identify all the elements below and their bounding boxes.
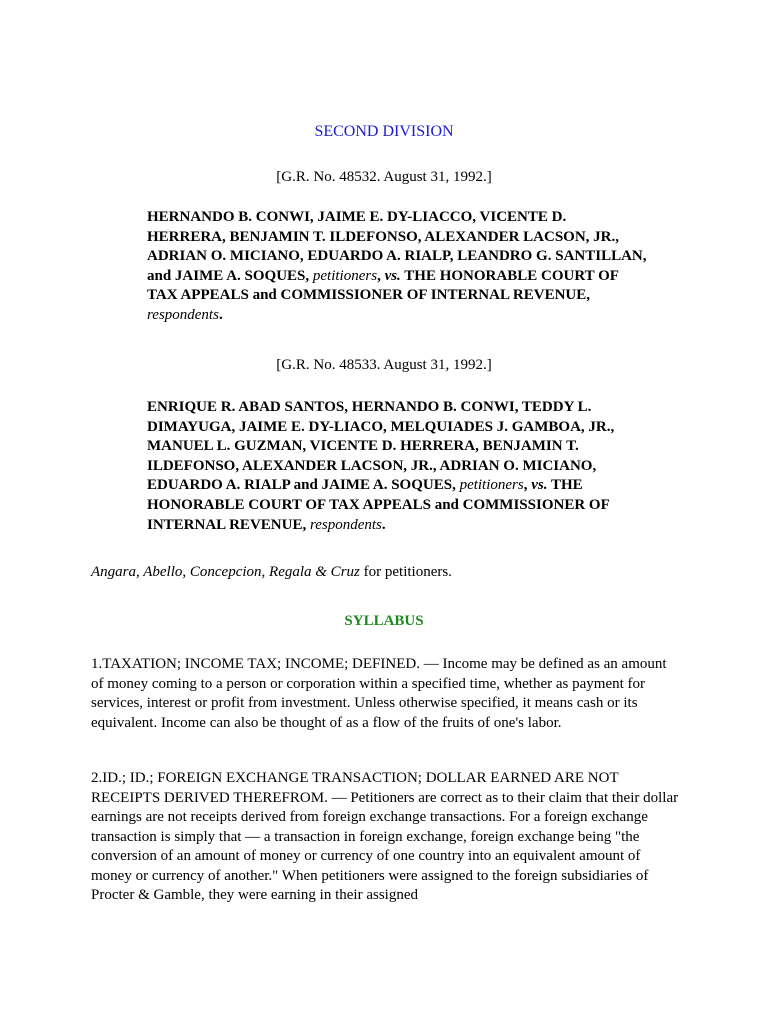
division-heading: SECOND DIVISION xyxy=(314,123,454,140)
case-2-petitioners: ENRIQUE R. ABAD SANTOS, HERNANDO B. CONWI, TEDDY L. DIMAYUGA, JAIME E. DY-LIACO, MELQUIADES J. GAMBOA, JR., MANUEL L. GUZMAN, VICENTE D. HERRERA, BENJAMIN T. ILDEFONSO, ALEXANDER LACSON, JR., ADRIAN O. MICIANO, EDUARDO A. RIALP and JAIME A. SOQUES xyxy=(147,399,615,494)
case-2-respondents-label: respondents xyxy=(309,516,382,533)
case-1-parties: HERNANDO B. CONWI, JAIME E. DY-LIACCO, VICENTE D. HERRERA, BENJAMIN T. ILDEFONSO, ALEXANDER LACSON, JR., ADRIAN O. MICIANO, EDUARDO A. RIALP, LEANDRO G. SANTILLAN, and JAIME A. SOQUES, petitioners, vs. THE HONORABLE COURT OF TAX APPEALS and COMMISSIONER OF INTERNAL REVENUE, respondents. xyxy=(147,209,647,323)
case-2-gr-number: [G.R. No. 48533. August 31, 1992.] xyxy=(276,357,492,373)
case-2-respondents: THE HONORABLE COURT OF TAX APPEALS and COMMISSIONER OF INTERNAL REVENUE xyxy=(147,477,610,533)
case-1-vs: vs. xyxy=(384,267,401,284)
case-1-petitioners: HERNANDO B. CONWI, JAIME E. DY-LIACCO, VICENTE D. HERRERA, BENJAMIN T. ILDEFONSO, ALEXANDER LACSON, JR., ADRIAN O. MICIANO, EDUARDO A. RIALP, LEANDRO G. SANTILLAN, and JAIME A. SOQUES xyxy=(147,209,647,284)
syllabus-item-1: 1.TAXATION; INCOME TAX; INCOME; DEFINED. — Income may be defined as an amount of money coming to a person or corporation within a specified time, whether as payment for services, interest or profit from investment. Unless otherwise specified, it means cash or its equivalent. Income can also be thought of as a flow of the fruits of one's labor. xyxy=(91,656,667,731)
case-1-respondents: THE HONORABLE COURT OF TAX APPEALS and COMMISSIONER OF INTERNAL REVENUE xyxy=(147,267,619,304)
syllabus-heading: SYLLABUS xyxy=(344,613,424,629)
counsel-firm: Angara, Abello, Concepcion, Regala & Cruz xyxy=(91,564,360,580)
case-1-respondents-label: respondents xyxy=(147,306,219,323)
case-2-parties: ENRIQUE R. ABAD SANTOS, HERNANDO B. CONWI, TEDDY L. DIMAYUGA, JAIME E. DY-LIACO, MELQUIADES J. GAMBOA, JR., MANUEL L. GUZMAN, VICENTE D. HERRERA, BENJAMIN T. ILDEFONSO, ALEXANDER LACSON, JR., ADRIAN O. MICIANO, EDUARDO A. RIALP and JAIME A. SOQUES, petitioners, vs. THE HONORABLE COURT OF TAX APPEALS and COMMISSIONER OF INTERNAL REVENUE, respondents. xyxy=(147,399,615,533)
case-2-vs: vs. xyxy=(531,477,548,494)
case-1-petitioners-label: petitioners xyxy=(312,267,378,284)
case-1-gr-number: [G.R. No. 48532. August 31, 1992.] xyxy=(276,169,492,185)
counsel-for: for petitioners. xyxy=(363,564,452,580)
syllabus-item-2: 2.ID.; ID.; FOREIGN EXCHANGE TRANSACTION; DOLLAR EARNED ARE NOT RECEIPTS DERIVED THEREFROM. — Petitioners are correct as to their claim that their dollar earnings are not receipts derived from foreign exchange transactions. For a foreign exchange transaction is simply that — a transaction in foreign exchange, foreign exchange being "the conversion of an amount of money or currency of one country into an equivalent amount of money or currency of another." When petitioners were assigned to the foreign subsidiaries of Procter & Gamble, they were earning in their assigned xyxy=(91,770,679,903)
counsel-line xyxy=(91,563,731,583)
case-2-petitioners-label: petitioners xyxy=(459,477,524,494)
